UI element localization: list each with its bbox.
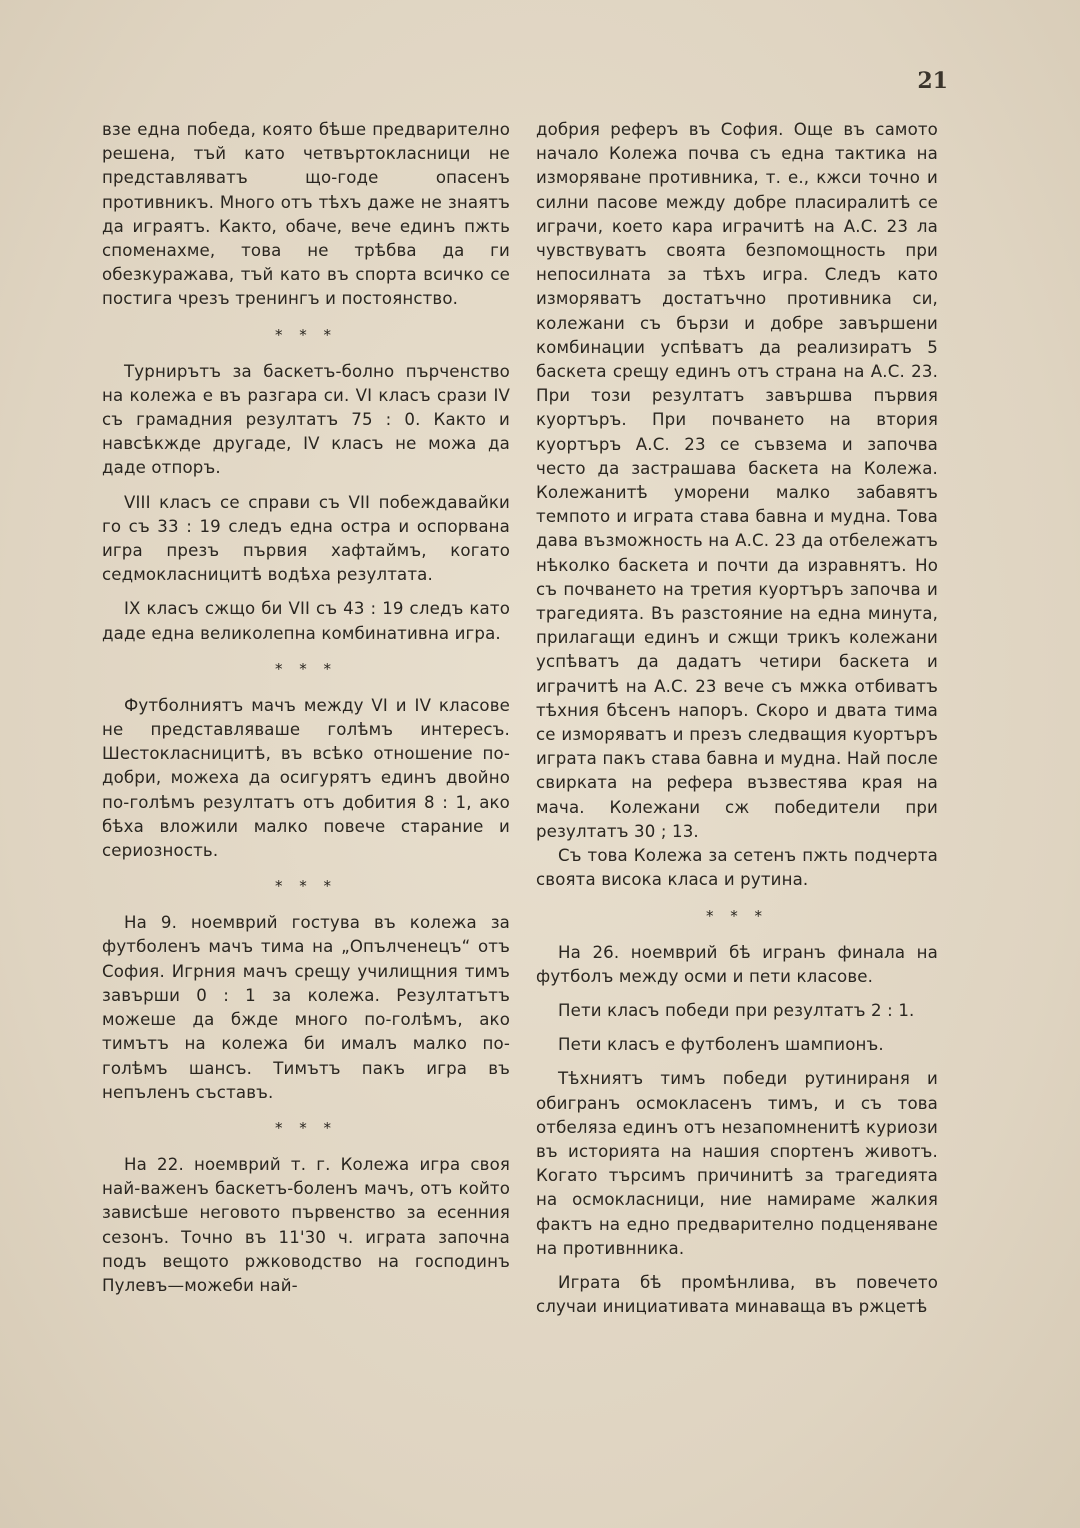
section-separator: * * * (274, 1118, 338, 1137)
paragraph: добрия реферъ въ София. Още въ самото начало Колежа почва съ една тактика на изморяване противника, т. е., кжси точно и силни пасове между добре пласиралитѣ се играчи, което кара играчитѣ на А.С. 23 ла чувствуватъ своята безпомощность при непосилната за тѣхъ игра. Следъ като изморяватъ достатъчно противника си, колежани съ бързи и добре завършени комбинации успѣватъ да реализиратъ 5 баскета срещу единъ отъ страна на А.С. 23. При този резултатъ завършва първия куортъръ. При почването на втория куортъръ А.С. 23 се съвзема и започва често да застрашава баскета на Колежа. Колежанитѣ уморени малко забавятъ темпото и играта става бавна и мудна. Това дава възможность на А.С. 23 да отбележатъ нѣколко баскета и почти да изравнятъ. Но съ почването на третия куортъръ започва и трагедията. Въ разстояние на една минута, прилагащи единъ и сжщи трикъ колежани успѣватъ да дадатъ четири баскета и играчитѣ на А.С. 23 вече съ мжка отбиватъ тѣхния бѣсенъ напоръ. Скоро и двата тима се изморяватъ и презъ следващия куортъръ играта пакъ става бавна и мудна. Най после свирката на рефера възвестява края на мача. Колежани сж победители при резултатъ 30 ; 13. (536, 120, 938, 841)
section-separator: * * * (274, 325, 338, 344)
page-number: 21 (917, 68, 948, 94)
paragraph: взе една победа, която бѣше предварително решена, тъй като четвъртокласници не представляватъ що-годе опасенъ противникъ. Много отъ тѣхъ даже не знаятъ да играятъ. Както, обаче, вече единъ пжть споменахме, това не трѣбва да ги обезкуражава, тъй като въ спорта всичко се постига чрезъ тренингъ и постоянство. (102, 120, 510, 309)
paragraph: Съ това Колежа за сетенъ пжть подчерта своята висока класа и рутина. (536, 846, 938, 890)
paragraph: Пети класъ е футболенъ шампионъ. (558, 1035, 884, 1055)
paragraph: IX класъ сжщо би VII съ 43 : 19 следъ като даде една великолепна комбинативна игра. (102, 599, 510, 643)
paragraph: На 26. ноемврий бѣ игранъ финала на футболъ между осми и пети класове. (536, 942, 938, 986)
right-column (536, 118, 938, 1319)
section-separator: * * * (705, 906, 769, 925)
section-separator: * * * (274, 877, 338, 896)
paragraph: Играта бѣ промѣнлива, въ повечето случаи инициативата минаваща въ ржцетѣ (536, 1272, 938, 1317)
paragraph: На 9. ноемврий гостува въ колежа за футболенъ мачъ тима на „Опълченецъ“ отъ София. Игрния мачъ срещу училищния тимъ завърши 0 : 1 за колежа. Резултатътъ можеше да бжде много по-голѣмъ, ако тимътъ на колежа би ималъ малко по-голѣмъ шансъ. Тимътъ пакъ игра въ непъленъ съставъ. (102, 913, 510, 1102)
left-column (102, 118, 510, 1298)
paragraph: На 22. ноемврий т. г. Колежа игра своя най-важенъ баскетъ-боленъ мачъ, отъ който зависѣше неговото първенство за есенния сезонъ. Точно въ 11'30 ч. играта започна подъ вещото ржководство на господинъ Пулевъ—можеби най- (102, 1154, 510, 1295)
paragraph: Футболниятъ мачъ между VI и IV класове не представляваше голѣмъ интересъ. Шестокласницитѣ, въ всѣко отношение по-добри, можеха да осигурятъ единъ двойно по-голѣмъ резултатъ отъ добития 8 : 1, ако бѣха вложили малко повече старание и сериозность. (102, 695, 510, 861)
section-separator: * * * (274, 659, 338, 678)
paragraph: Тѣхниятъ тимъ победи рутинираня и обигранъ осмокласенъ тимъ, и съ това отбеляза единъ отъ незапомненитѣ куриози въ историята на нашия спортенъ животъ. Когато търсимъ причинитѣ за трагедията на осмокласници, ние намираме жалкия фактъ на едно предварително подценяване на противнника. (536, 1069, 938, 1258)
paragraph: Пети класъ победи при резултатъ 2 : 1. (558, 1000, 915, 1020)
paragraph: Турнирътъ за баскетъ-болно пърченство на колежа е въ разгара си. VI класъ срази IV съ грамадния резултатъ 75 : 0. Както и навсѣкжде другаде, IV класъ не можа да даде отпоръ. (102, 361, 510, 478)
paragraph: VIII класъ се справи съ VII побеждавайки го съ 33 : 19 следъ една остра и оспорвана игра презъ първия хафтаймъ, когато седмокласницитѣ водѣха резултата. (102, 492, 510, 585)
